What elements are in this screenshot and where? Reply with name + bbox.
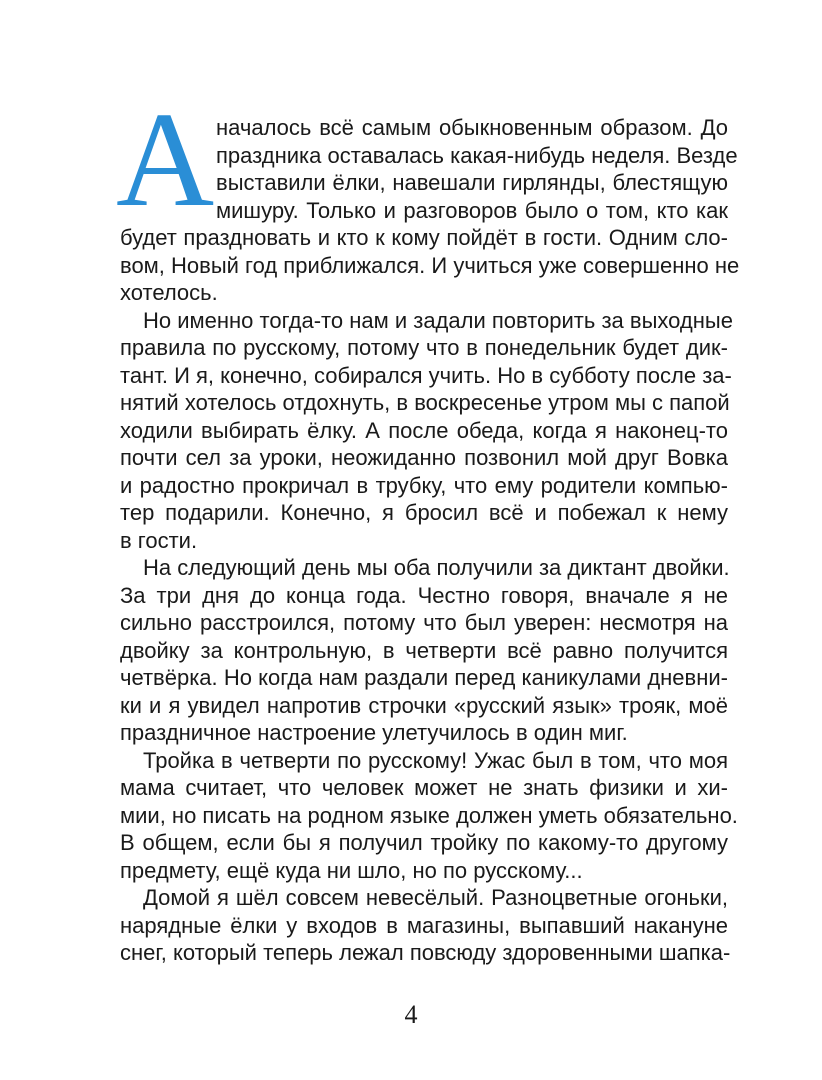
text-line: двойку за контрольную, в четверти всё равно получится (120, 637, 728, 663)
text-line: За три дня до конца года. Честно говоря, вначале я не (120, 582, 728, 608)
text-line: нятий хотелось отдохнуть, в воскресенье утром мы с папой (120, 390, 730, 415)
text-line: праздника оставалась какая-нибудь неделя. Везде (216, 142, 738, 168)
text-line: хотелось. (120, 280, 218, 305)
text-line: правила по русскому, потому что в понедельник будет дик- (120, 335, 728, 360)
text-line: почти сел за уроки, неожиданно позвонил мой друг Вовка (120, 445, 728, 470)
text-line: мишуру. Только и разговоров было о том, кто как (216, 197, 728, 223)
text-line: и радостно прокричал в трубку, что ему родители компью- (120, 472, 728, 498)
text-line: ки и я увидел напротив строчки «русский язык» трояк, моё (120, 692, 728, 718)
text-line: ходили выбирать ёлку. А после обеда, когда я наконец-то (120, 417, 728, 443)
text-line: предмету, ещё куда ни шло, но по русскому... (120, 857, 583, 883)
text-line: мии, но писать на родном языке должен уметь обязательно. (120, 802, 738, 828)
text-line: тант. И я, конечно, собирался учить. Но в субботу после за- (120, 362, 732, 388)
text-line: В общем, если бы я получил тройку по какому-то другому (120, 830, 728, 855)
text-line: выставили ёлки, навешали гирлянды, блестящую (216, 170, 728, 195)
text-line: нарядные ёлки у входов в магазины, выпавший накануне (120, 912, 728, 938)
text-line: вом, Новый год приближался. И учиться уже совершенно не (120, 252, 740, 278)
text-line: снег, который теперь лежал повсюду здоровенными шапка- (120, 940, 731, 965)
text-line: сильно расстроился, потому что был уверен: несмотря на (120, 610, 728, 635)
text-line: началось всё самым обыкновенным образом. До (216, 115, 728, 140)
text-line: в гости. (120, 527, 198, 553)
text-line: Домой я шёл совсем невесёлый. Разноцветные огоньки, (143, 885, 728, 910)
text-line: четвёрка. Но когда нам раздали перед каникулами дневни- (120, 665, 728, 690)
page-number: 4 (404, 1000, 418, 1029)
text-line: тер подарили. Конечно, я бросил всё и побежал к нему (120, 500, 728, 525)
text-line: Но именно тогда-то нам и задали повторить за выходные (143, 307, 733, 333)
drop-cap-letter: А (116, 85, 215, 235)
text-line: праздничное настроение улетучилось в один миг. (120, 720, 628, 745)
text-line: мама считает, что человек может не знать физики и хи- (120, 775, 728, 800)
text-line: будет праздновать и кто к кому пойдёт в гости. Одним сло- (120, 225, 728, 250)
text-line: Тройка в четверти по русскому! Ужас был в том, что моя (143, 747, 728, 773)
text-line: На следующий день мы оба получили за диктант двойки. (143, 555, 730, 580)
